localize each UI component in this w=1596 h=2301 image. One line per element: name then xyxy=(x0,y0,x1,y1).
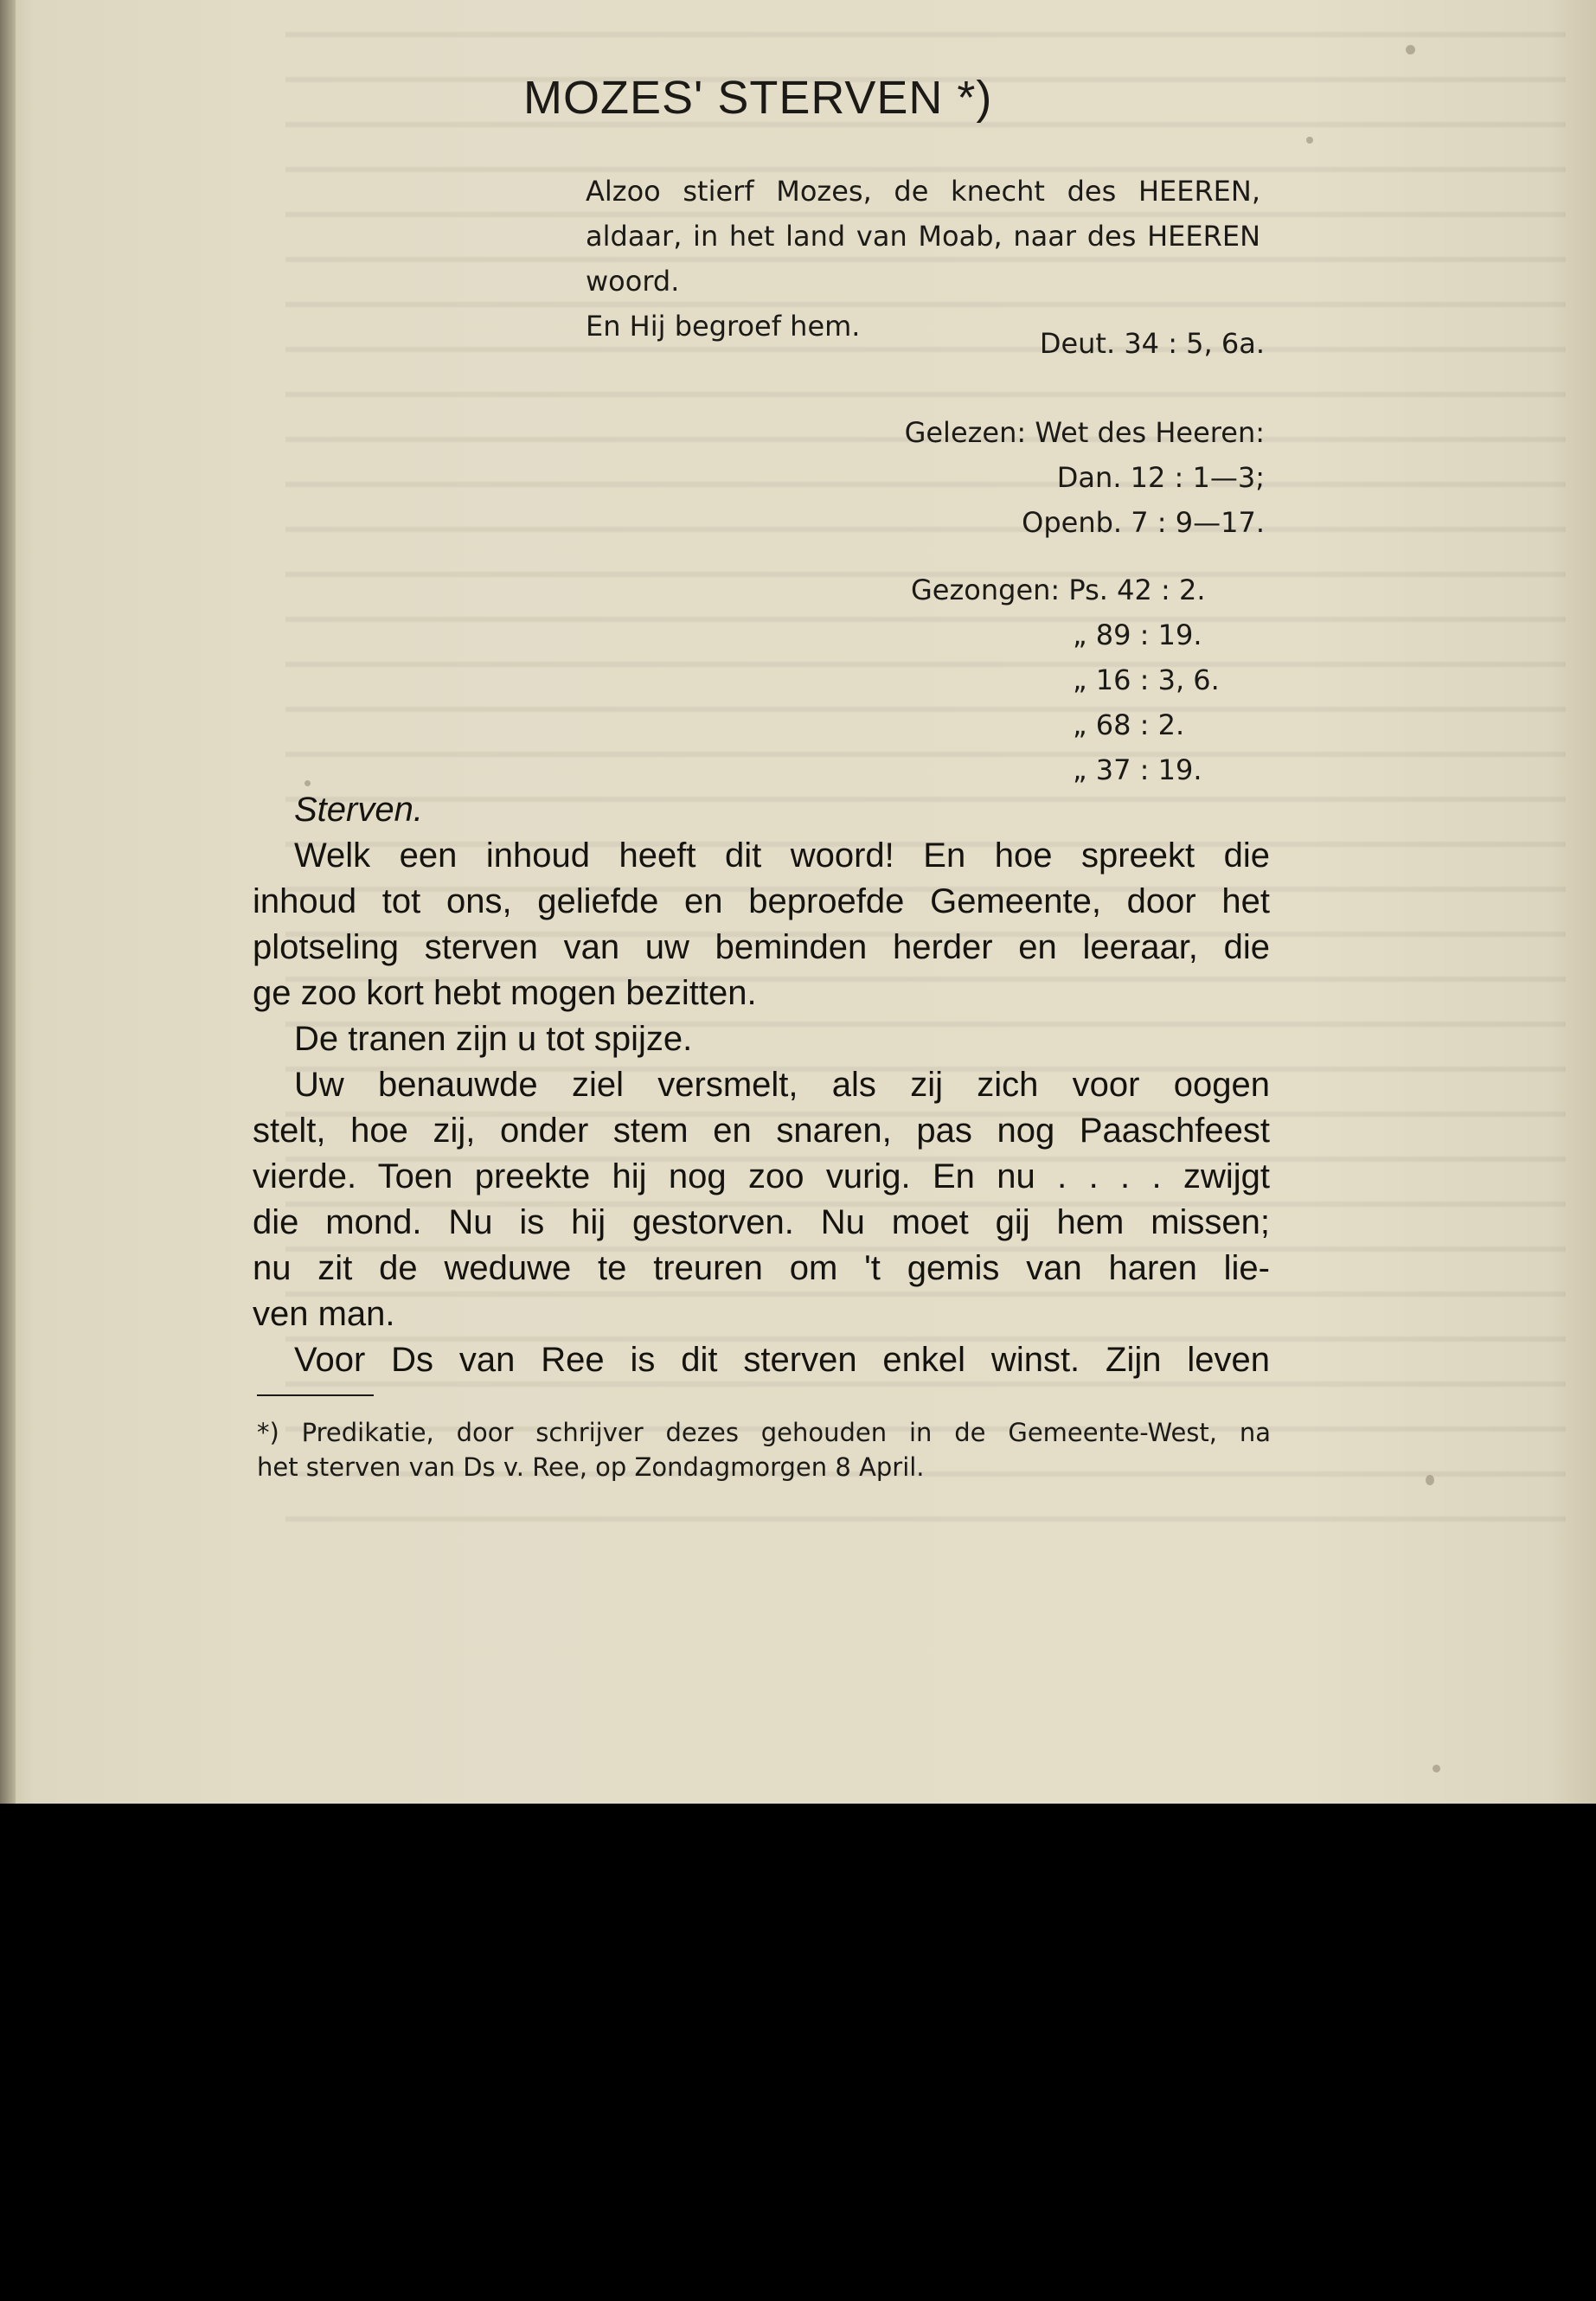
footnote-divider xyxy=(257,1394,374,1396)
footnote-line: *) Predikatie, door schrijver dezes gehouden in de Gemeente-West, na xyxy=(257,1418,1271,1447)
paper-speck xyxy=(1306,137,1313,144)
body-line: inhoud tot ons, geliefde en beproefde Gemeente, door het xyxy=(253,882,1270,920)
psalm-line: Gezongen: Ps. 42 : 2. xyxy=(911,574,1206,606)
page-title: MOZES' STERVEN *) xyxy=(523,72,993,124)
psalm-line: „ 37 : 19. xyxy=(1073,753,1202,786)
section-heading: Sterven. xyxy=(294,791,423,829)
footnote xyxy=(257,1415,1271,1484)
sermon-body xyxy=(253,787,1270,1383)
footnote-line: het sterven van Ds v. Ree, op Zondagmorgen 8 April. xyxy=(257,1452,925,1482)
page-binding-edge xyxy=(0,0,16,1804)
scripture-reference: Deut. 34 : 5, 6a. xyxy=(1039,327,1265,360)
body-line: nu zit de weduwe te treuren om 't gemis van haren lie- xyxy=(253,1249,1270,1287)
reading-line: Dan. 12 : 1—3; xyxy=(1056,461,1265,494)
body-line: De tranen zijn u tot spijze. xyxy=(294,1020,693,1058)
motto-line: woord. xyxy=(586,265,680,298)
body-line: plotseling sterven van uw beminden herder en leeraar, die xyxy=(253,928,1270,966)
paper-speck xyxy=(1433,1765,1440,1772)
psalm-line: „ 89 : 19. xyxy=(1073,619,1202,651)
psalm-line: „ 16 : 3, 6. xyxy=(1073,663,1220,696)
body-line: Uw benauwde ziel versmelt, als zij zich voor oogen xyxy=(294,1066,1270,1104)
body-line: Welk een inhoud heeft dit woord! En hoe spreekt die xyxy=(294,836,1270,875)
body-line: vierde. Toen preekte hij nog zoo vurig. En nu . . . . zwijgt xyxy=(253,1157,1270,1195)
psalm-line: „ 68 : 2. xyxy=(1073,708,1185,741)
motto-line: Alzoo stierf Mozes, de knecht des HEEREN, xyxy=(586,175,1260,208)
body-line: stelt, hoe zij, onder stem en snaren, pas nog Paaschfeest xyxy=(253,1112,1270,1150)
paper-speck xyxy=(1426,1475,1434,1485)
reading-line: Gelezen: Wet des Heeren: xyxy=(904,416,1265,449)
body-line: Voor Ds van Ree is dit sterven enkel winst. Zijn leven xyxy=(294,1341,1270,1379)
motto-line: aldaar, in het land van Moab, naar des HEEREN xyxy=(586,220,1260,253)
paper-speck xyxy=(1406,45,1415,54)
paper-speck xyxy=(304,780,311,786)
body-line: die mond. Nu is hij gestorven. Nu moet gij hem missen; xyxy=(253,1203,1270,1241)
reading-line: Openb. 7 : 9—17. xyxy=(1022,506,1265,539)
psalms-list xyxy=(911,567,1220,792)
scripture-motto xyxy=(586,169,1260,349)
body-line: ven man. xyxy=(253,1295,395,1333)
readings-list xyxy=(905,410,1265,545)
body-line: ge zoo kort hebt mogen bezitten. xyxy=(253,974,757,1012)
motto-line: En Hij begroef hem. xyxy=(586,310,861,343)
